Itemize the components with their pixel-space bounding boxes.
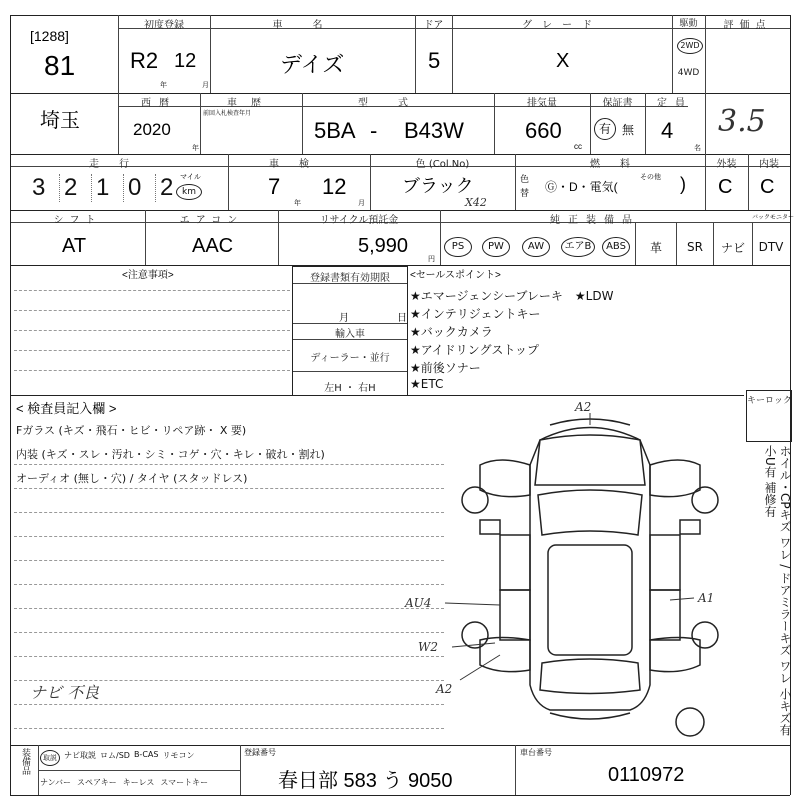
car-front-right-wheel [692, 487, 718, 513]
score: 3.5 [718, 104, 766, 139]
mileage-digits [32, 174, 180, 202]
score-label: 評価点 [723, 20, 772, 31]
chassis: 0110972 [608, 764, 685, 786]
shift-label: シフト [53, 215, 102, 226]
exterior-label: 外装 [716, 159, 737, 170]
dealer-label: ディーラー・並行 [310, 353, 390, 364]
doors: 5 [428, 48, 441, 73]
drive-2wd: 2WD [680, 41, 700, 50]
footer-item: B-CAS [133, 750, 159, 759]
mileage-digit: 2 [160, 174, 174, 201]
reg-no: 春日部 583 う 9050 [278, 770, 453, 792]
equip-footer-label: 装備品 [20, 748, 30, 775]
car-front-left-wheel [462, 487, 488, 513]
color-code: X42 [465, 196, 487, 209]
interior: C [760, 176, 775, 198]
doors-label: ドア [423, 20, 444, 31]
drive-label: 駆動 [679, 19, 698, 29]
equip-navi: ナビ [720, 240, 745, 255]
cell-divider [240, 745, 241, 795]
warranty-yes: 有 [598, 122, 611, 136]
car-rear-bumper [550, 713, 630, 719]
fuel-label: 燃料 [590, 159, 650, 170]
year-label: 西暦 [141, 98, 177, 109]
mileage-unit-km: km [182, 187, 196, 197]
model-code: B43W [404, 118, 464, 143]
handle-label: 左H ・ 右H [324, 383, 376, 394]
car-right-rear-door [650, 590, 680, 640]
car-name: デイズ [280, 52, 345, 77]
equip-aw-mark: AW [522, 237, 550, 257]
grid-line [10, 15, 11, 795]
tsuki-label: 月 [202, 82, 209, 89]
inspector-line-interior: 内装 (キズ・スレ・汚れ・シミ・コゲ・穴・キレ・破れ・割れ) [16, 448, 325, 461]
car-left-rear-door [500, 590, 530, 640]
car-rear-right-fender [650, 638, 700, 672]
damage-mark: W2 [418, 640, 438, 654]
equip-ps [444, 232, 472, 262]
mileage-digit: 3 [32, 174, 60, 202]
reg-expiry-label: 登録書類有効期限 [310, 273, 390, 284]
reg-month: 12 [174, 50, 197, 72]
color-side: 色 替 [520, 174, 530, 198]
cell-divider [713, 222, 714, 265]
color-label: 色 (Col.No) [415, 159, 470, 170]
lot-label: [1288] [30, 28, 69, 44]
key-lock-box [746, 390, 792, 442]
prefecture: 埼玉 [40, 110, 80, 132]
car-rear-right-wheel [692, 622, 718, 648]
exterior: C [718, 176, 733, 198]
car-roof [548, 545, 632, 655]
capacity-unit: 名 [694, 145, 701, 152]
color: ブラック [402, 176, 474, 196]
mileage-digit: 1 [92, 174, 124, 202]
equip-ps-mark: PS [444, 237, 472, 257]
damage-mark: AU4 [405, 596, 432, 610]
year-unit: 年 [192, 145, 199, 152]
inspection-tsuki: 月 [358, 200, 365, 207]
ac: AAC [192, 235, 234, 257]
inspector-line-audio: オーディオ (無し・穴) / タイヤ (スタッドレス) [16, 472, 248, 485]
car-front-left-fender [480, 460, 530, 497]
equip-pw-mark: PW [482, 237, 510, 257]
sales-point: ★アイドリングストップ [410, 343, 539, 357]
capacity: 4 [661, 118, 674, 143]
drive-2wd-circle [677, 38, 703, 54]
displacement-label: 排気量 [527, 98, 557, 109]
footer-item: リモコン [162, 751, 195, 760]
month-label: 月 [339, 313, 349, 324]
cell-divider [515, 154, 516, 210]
footer-item: ロム/SD [100, 751, 130, 760]
mileage-digit: 0 [124, 174, 156, 202]
warranty-label: 保証書 [602, 98, 633, 109]
equip-abs-mark: ABS [602, 237, 630, 257]
reg-no-label: 登録番号 [244, 748, 276, 757]
caution-lines [14, 278, 290, 393]
inspector-line-glass: Fガラス (キズ・飛石・ヒビ・リペア跡・ X 要) [16, 424, 247, 437]
equip-aw [522, 232, 550, 262]
mileage-unit-mile: マイル [180, 174, 201, 181]
sales-point: ★ETC [410, 377, 444, 391]
first-reg-label: 初度登録 [144, 20, 184, 31]
footer-row1 [40, 750, 194, 766]
equip-airbag-mark: エアB [561, 237, 595, 257]
key-lock-label: キーロック [747, 396, 792, 406]
car-rear-left-fender [480, 638, 530, 672]
equip-leather: 革 [649, 240, 662, 255]
sales-point: ★エマージェンシーブレーキ ★LDW [410, 289, 614, 303]
day-label: 日 [397, 313, 407, 324]
recycle: 5,990 [358, 235, 409, 257]
displacement: 660 [525, 118, 562, 143]
drive-4wd: 4WD [677, 68, 700, 78]
history-note: 前回入札検査年月 [203, 111, 252, 117]
footer-item: キーレス [122, 778, 155, 787]
grid-line [10, 745, 790, 746]
car-right-mirror [680, 520, 700, 534]
lot-number: 81 [44, 50, 76, 81]
history-label: 車歴 [227, 98, 275, 109]
sales-label: <セールスポイント> [410, 270, 501, 281]
inspection-label: 車検 [269, 159, 329, 170]
shift: AT [62, 235, 87, 257]
footer-item: スペアキー [77, 778, 117, 787]
capacity-label: 定員 [657, 98, 693, 109]
car-hood [535, 435, 645, 485]
sales-point: ★インテリジェントキー [410, 307, 541, 321]
equip-abs [600, 232, 632, 262]
model-dash: - [370, 118, 378, 143]
model-prefix: 5BA [314, 118, 356, 143]
damage-mark: A2 [575, 400, 592, 414]
footer-item: 取説 [40, 750, 60, 766]
cell-divider [635, 222, 636, 265]
car-name-label: 車名 [272, 20, 353, 31]
damage-mark: A1 [698, 591, 715, 605]
legend-vertical: ホイル・CPキズ ワレ / ドアミラーキズ ワレ 小キズ有 小U有 補修有 [763, 445, 792, 736]
fuel-options: Ⓖ・D・電気( [545, 180, 618, 194]
caution-label: <注意事項> [122, 270, 174, 281]
handwritten-note: ナビ 不良 [30, 683, 100, 702]
equipment-label: 純正装備品 [550, 215, 640, 226]
grid-line [10, 795, 790, 796]
footer-row2 [40, 777, 208, 788]
footer-item: スマートキー [160, 778, 209, 787]
interior-label: 内装 [759, 159, 779, 170]
mileage-km-circle [176, 184, 202, 200]
car-rear-window [540, 659, 640, 694]
fuel-close: ) [680, 174, 686, 194]
nen-label: 年 [160, 82, 167, 89]
cell-divider [676, 222, 677, 265]
cell-divider [118, 15, 119, 154]
era-year: R2 [130, 48, 159, 73]
import-label: 輸入車 [335, 329, 365, 340]
cell-divider [705, 15, 706, 154]
grade-label: グレード [522, 20, 602, 31]
displacement-unit: cc [574, 142, 582, 151]
equip-airbag [560, 232, 596, 262]
year: 2020 [133, 120, 171, 139]
equip-sunroof: SR [687, 240, 703, 254]
footer-item: ナンバー [40, 778, 72, 787]
car-left-front-door [500, 535, 530, 590]
warranty-no: 無 [622, 123, 635, 137]
cell-divider [515, 745, 516, 795]
car-right-front-door [650, 535, 680, 590]
inspection-year: 7 [268, 174, 281, 199]
inspection-nen: 年 [294, 200, 301, 207]
model-label: 型式 [358, 98, 438, 109]
mileage-digit: 2 [60, 174, 92, 202]
warranty-yes-circle [594, 118, 616, 140]
car-spare-wheel [676, 708, 704, 736]
equip-pw [482, 232, 510, 262]
inspection-month: 12 [322, 174, 347, 199]
ac-label: エアコン [179, 215, 244, 226]
fuel-other: その他 [640, 174, 661, 181]
sub-line [38, 770, 240, 771]
recycle-label: リサイクル預託金 [319, 215, 399, 226]
cell-divider [752, 222, 753, 265]
sales-point: ★前後ソナー [410, 361, 481, 375]
equip-dtv: DTV [758, 240, 784, 254]
grade: X [556, 50, 570, 72]
damage-mark: A2 [436, 682, 453, 696]
car-diagram [405, 395, 740, 745]
car-windshield [538, 490, 642, 535]
chassis-label: 車台番号 [520, 748, 552, 757]
footer-item: ナビ取説 [64, 751, 96, 760]
car-front-right-fender [650, 460, 700, 497]
mileage-label: 走行 [89, 159, 149, 170]
inspector-title: < 検査員記入欄 > [16, 401, 117, 416]
car-left-mirror [480, 520, 500, 534]
recycle-unit: 円 [428, 256, 435, 263]
reg-doc-box [292, 266, 408, 396]
backseat-label: バックモニター [752, 215, 795, 221]
sales-point: ★バックカメラ [410, 325, 493, 339]
